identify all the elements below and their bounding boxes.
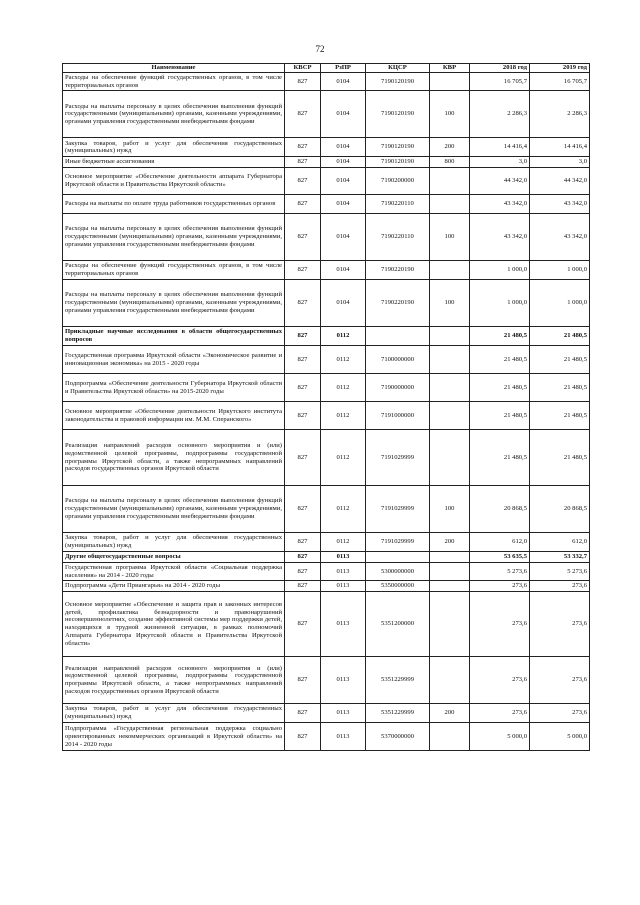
row-kvr [430,402,470,430]
row-kcsr: 5351200000 [366,592,430,657]
row-kvsr: 827 [285,138,321,157]
row-name: Реализация направлений расходов основного мероприятия и (или) ведомственной целевой программы, подпрограммы государственной программы Иркутской области, а также непрограммных направлений расходов государственных органов Иркутской области [63,430,285,486]
row-amount-2018: 273,6 [470,581,530,592]
row-amount-2019: 14 416,4 [530,138,590,157]
column-header-rzpr: РзПР [321,64,366,73]
row-name: Государственная программа Иркутской области «Экономическое развитие и инновационная экономика» на 2015 - 2020 годы [63,346,285,374]
row-amount-2019: 16 705,7 [530,72,590,91]
row-amount-2018: 43 342,0 [470,195,530,214]
row-rzpr: 0104 [321,157,366,168]
row-kvsr: 827 [285,486,321,533]
row-amount-2018: 273,6 [470,704,530,723]
table-row [63,552,590,563]
row-kcsr: 5351229999 [366,704,430,723]
row-kcsr: 7190220110 [366,214,430,261]
table-row [63,195,590,214]
row-rzpr: 0113 [321,581,366,592]
row-kcsr: 5351229999 [366,657,430,704]
row-amount-2019: 5 273,6 [530,562,590,581]
row-kcsr: 7100000000 [366,346,430,374]
row-amount-2019: 5 000,0 [530,723,590,751]
row-kvsr: 827 [285,374,321,402]
table-row [63,562,590,581]
row-amount-2019: 44 342,0 [530,168,590,195]
row-name: Другие общегосударственные вопросы [63,552,285,563]
row-kcsr [366,552,430,563]
row-rzpr: 0113 [321,552,366,563]
row-name: Основное мероприятие «Обеспечение деятельности Иркутского института законодательства и правовой информации им. М.М. Сперанского» [63,402,285,430]
row-name: Расходы на выплаты персоналу в целях обеспечения выполнения функций государственными (муниципальными) органами, казенными учреждениями, органами управления государственными внебюджетными фондами [63,214,285,261]
row-kvr [430,657,470,704]
column-header-kcsr: КЦСР [366,64,430,73]
row-name: Расходы на выплаты по оплате труда работников государственных органов [63,195,285,214]
row-kvr [430,592,470,657]
row-amount-2019: 53 332,7 [530,552,590,563]
row-amount-2019: 1 000,0 [530,261,590,280]
row-amount-2019: 43 342,0 [530,195,590,214]
row-kcsr: 7190120190 [366,91,430,138]
column-header-kvr: КВР [430,64,470,73]
row-kvsr: 827 [285,402,321,430]
row-kcsr: 5300000000 [366,562,430,581]
table-row [63,374,590,402]
row-amount-2018: 21 480,5 [470,346,530,374]
row-kvsr: 827 [285,157,321,168]
row-kcsr: 7190120190 [366,72,430,91]
row-amount-2019: 273,6 [530,581,590,592]
row-name: Подпрограмма «Обеспечение деятельности Губернатора Иркутской области и Правительства Иркутской области» на 2015-2020 годы [63,374,285,402]
row-kvsr: 827 [285,592,321,657]
row-amount-2018: 1 000,0 [470,280,530,327]
column-header-2019: 2019 год [530,64,590,73]
row-amount-2019: 21 480,5 [530,374,590,402]
row-name: Основное мероприятие «Обеспечение и защита прав и законных интересов детей, профилактика безнадзорности и правонарушений несовершеннолетних, создание эффективной системы мер поддержки детей, находящихся в трудной жизненной ситуации, в рамках полномочий Аппарата Губернатора Иркутской области и Правительства Иркутской области» [63,592,285,657]
row-name: Подпрограмма «Государственная региональная поддержка социально ориентированных некоммерческих организаций в Иркутской области» на 2014 - 2020 годы [63,723,285,751]
row-kcsr: 7190000000 [366,374,430,402]
table-row [63,723,590,751]
row-kvr [430,552,470,563]
row-kvr [430,195,470,214]
row-amount-2019: 2 286,3 [530,91,590,138]
row-kvr [430,168,470,195]
row-kvsr: 827 [285,195,321,214]
row-rzpr: 0112 [321,430,366,486]
table-row [63,280,590,327]
row-rzpr: 0113 [321,592,366,657]
row-amount-2019: 20 868,5 [530,486,590,533]
row-name: Расходы на выплаты персоналу в целях обеспечения выполнения функций государственными (муниципальными) органами, казенными учреждениями, органами управления государственными внебюджетными фондами [63,280,285,327]
table-row [63,261,590,280]
row-name: Государственная программа Иркутской области «Социальная поддержка населения» на 2014 - 2020 годы [63,562,285,581]
row-name: Закупка товаров, работ и услуг для обеспечения государственных (муниципальных) нужд [63,533,285,552]
row-name: Расходы на обеспечение функций государственных органов, в том числе территориальных органов [63,261,285,280]
row-kvsr: 827 [285,91,321,138]
row-amount-2019: 21 480,5 [530,402,590,430]
row-kcsr: 7191029999 [366,486,430,533]
budget-table [62,63,590,751]
row-kvsr: 827 [285,214,321,261]
row-kvsr: 827 [285,168,321,195]
column-header-name: Наименование [63,64,285,73]
row-kvr [430,562,470,581]
row-amount-2018: 273,6 [470,657,530,704]
row-amount-2018: 612,0 [470,533,530,552]
row-rzpr: 0112 [321,402,366,430]
row-amount-2019: 21 480,5 [530,346,590,374]
row-amount-2018: 3,0 [470,157,530,168]
row-rzpr: 0104 [321,280,366,327]
row-kcsr: 7190220190 [366,280,430,327]
row-kvr [430,261,470,280]
row-name: Иные бюджетные ассигнования [63,157,285,168]
row-kvsr: 827 [285,72,321,91]
row-amount-2018: 53 635,5 [470,552,530,563]
row-kcsr: 7190120190 [366,138,430,157]
table-row [63,657,590,704]
row-rzpr: 0104 [321,91,366,138]
row-amount-2019: 21 480,5 [530,327,590,346]
row-rzpr: 0104 [321,168,366,195]
row-rzpr: 0112 [321,327,366,346]
row-kvsr: 827 [285,327,321,346]
table-row [63,327,590,346]
row-kvr [430,346,470,374]
row-kvr: 100 [430,214,470,261]
row-kvr [430,581,470,592]
row-kcsr: 7191000000 [366,402,430,430]
row-rzpr: 0112 [321,374,366,402]
row-amount-2018: 43 342,0 [470,214,530,261]
row-amount-2019: 273,6 [530,592,590,657]
row-amount-2018: 44 342,0 [470,168,530,195]
table-row [63,214,590,261]
row-amount-2018: 14 416,4 [470,138,530,157]
row-name: Закупка товаров, работ и услуг для обеспечения государственных (муниципальных) нужд [63,138,285,157]
row-kcsr: 7190120190 [366,157,430,168]
row-kcsr: 7190220110 [366,195,430,214]
row-kvsr: 827 [285,261,321,280]
row-kvsr: 827 [285,346,321,374]
row-name: Подпрограмма «Дети Приангарья» на 2014 - 2020 годы [63,581,285,592]
row-rzpr: 0113 [321,723,366,751]
row-rzpr: 0104 [321,138,366,157]
row-rzpr: 0104 [321,214,366,261]
table-row [63,486,590,533]
table-row [63,168,590,195]
row-kvr: 100 [430,486,470,533]
table-row [63,533,590,552]
row-kvr: 200 [430,533,470,552]
table-row [63,91,590,138]
table-row [63,592,590,657]
row-amount-2018: 20 868,5 [470,486,530,533]
row-amount-2019: 273,6 [530,657,590,704]
row-kvr: 100 [430,280,470,327]
column-header-kvsr: КВСР [285,64,321,73]
column-header-2018: 2018 год [470,64,530,73]
row-kvsr: 827 [285,552,321,563]
row-kvr [430,72,470,91]
row-rzpr: 0112 [321,486,366,533]
row-amount-2018: 5 000,0 [470,723,530,751]
row-kvr: 800 [430,157,470,168]
table-row [63,157,590,168]
row-name: Расходы на выплаты персоналу в целях обеспечения выполнения функций государственными (муниципальными) органами, казенными учреждениями, органами управления государственными внебюджетными фондами [63,486,285,533]
row-rzpr: 0113 [321,657,366,704]
row-amount-2019: 273,6 [530,704,590,723]
row-kcsr: 7190200000 [366,168,430,195]
row-amount-2019: 612,0 [530,533,590,552]
row-name: Расходы на обеспечение функций государственных органов, в том числе территориальных органов [63,72,285,91]
row-amount-2019: 21 480,5 [530,430,590,486]
row-kcsr [366,327,430,346]
row-amount-2018: 21 480,5 [470,430,530,486]
row-name: Закупка товаров, работ и услуг для обеспечения государственных (муниципальных) нужд [63,704,285,723]
row-amount-2019: 1 000,0 [530,280,590,327]
table-row [63,138,590,157]
row-amount-2018: 5 273,6 [470,562,530,581]
row-kvr [430,374,470,402]
row-kcsr: 7191029999 [366,533,430,552]
row-kvsr: 827 [285,430,321,486]
row-amount-2018: 273,6 [470,592,530,657]
row-amount-2019: 3,0 [530,157,590,168]
row-name: Реализация направлений расходов основного мероприятия и (или) ведомственной целевой программы, подпрограммы государственной программы Иркутской области, а также непрограммных направлений расходов государственных органов Иркутской области [63,657,285,704]
row-name: Расходы на выплаты персоналу в целях обеспечения выполнения функций государственными (муниципальными) органами, казенными учреждениями, органами управления государственными внебюджетными фондами [63,91,285,138]
row-kvsr: 827 [285,562,321,581]
row-kvr: 200 [430,138,470,157]
table-row [63,430,590,486]
table-header [63,64,590,73]
row-name: Основное мероприятие «Обеспечение деятельности аппарата Губернатора Иркутской области и Правительства Иркутской области» [63,168,285,195]
row-kvsr: 827 [285,581,321,592]
row-kvr [430,723,470,751]
table-row [63,402,590,430]
row-name: Прикладные научные исследования в области общегосударственных вопросов [63,327,285,346]
table-row [63,581,590,592]
row-kcsr: 5350000000 [366,581,430,592]
row-kvsr: 827 [285,657,321,704]
table-row [63,346,590,374]
row-amount-2018: 2 286,3 [470,91,530,138]
row-amount-2018: 16 705,7 [470,72,530,91]
table-row [63,72,590,91]
row-rzpr: 0113 [321,704,366,723]
table-row [63,704,590,723]
row-kcsr: 7191029999 [366,430,430,486]
row-kvsr: 827 [285,723,321,751]
row-rzpr: 0112 [321,346,366,374]
row-amount-2018: 1 000,0 [470,261,530,280]
row-kvsr: 827 [285,533,321,552]
row-amount-2018: 21 480,5 [470,327,530,346]
row-rzpr: 0112 [321,533,366,552]
row-rzpr: 0104 [321,195,366,214]
row-kvsr: 827 [285,280,321,327]
row-kcsr: 5370000000 [366,723,430,751]
row-rzpr: 0104 [321,72,366,91]
row-rzpr: 0113 [321,562,366,581]
row-rzpr: 0104 [321,261,366,280]
row-amount-2018: 21 480,5 [470,402,530,430]
row-kvr: 100 [430,91,470,138]
row-amount-2019: 43 342,0 [530,214,590,261]
row-kvr [430,430,470,486]
row-kvr [430,327,470,346]
row-amount-2018: 21 480,5 [470,374,530,402]
page-number: 72 [315,44,325,54]
row-kvsr: 827 [285,704,321,723]
table-body [63,72,590,750]
row-kvr: 200 [430,704,470,723]
row-kcsr: 7190220190 [366,261,430,280]
